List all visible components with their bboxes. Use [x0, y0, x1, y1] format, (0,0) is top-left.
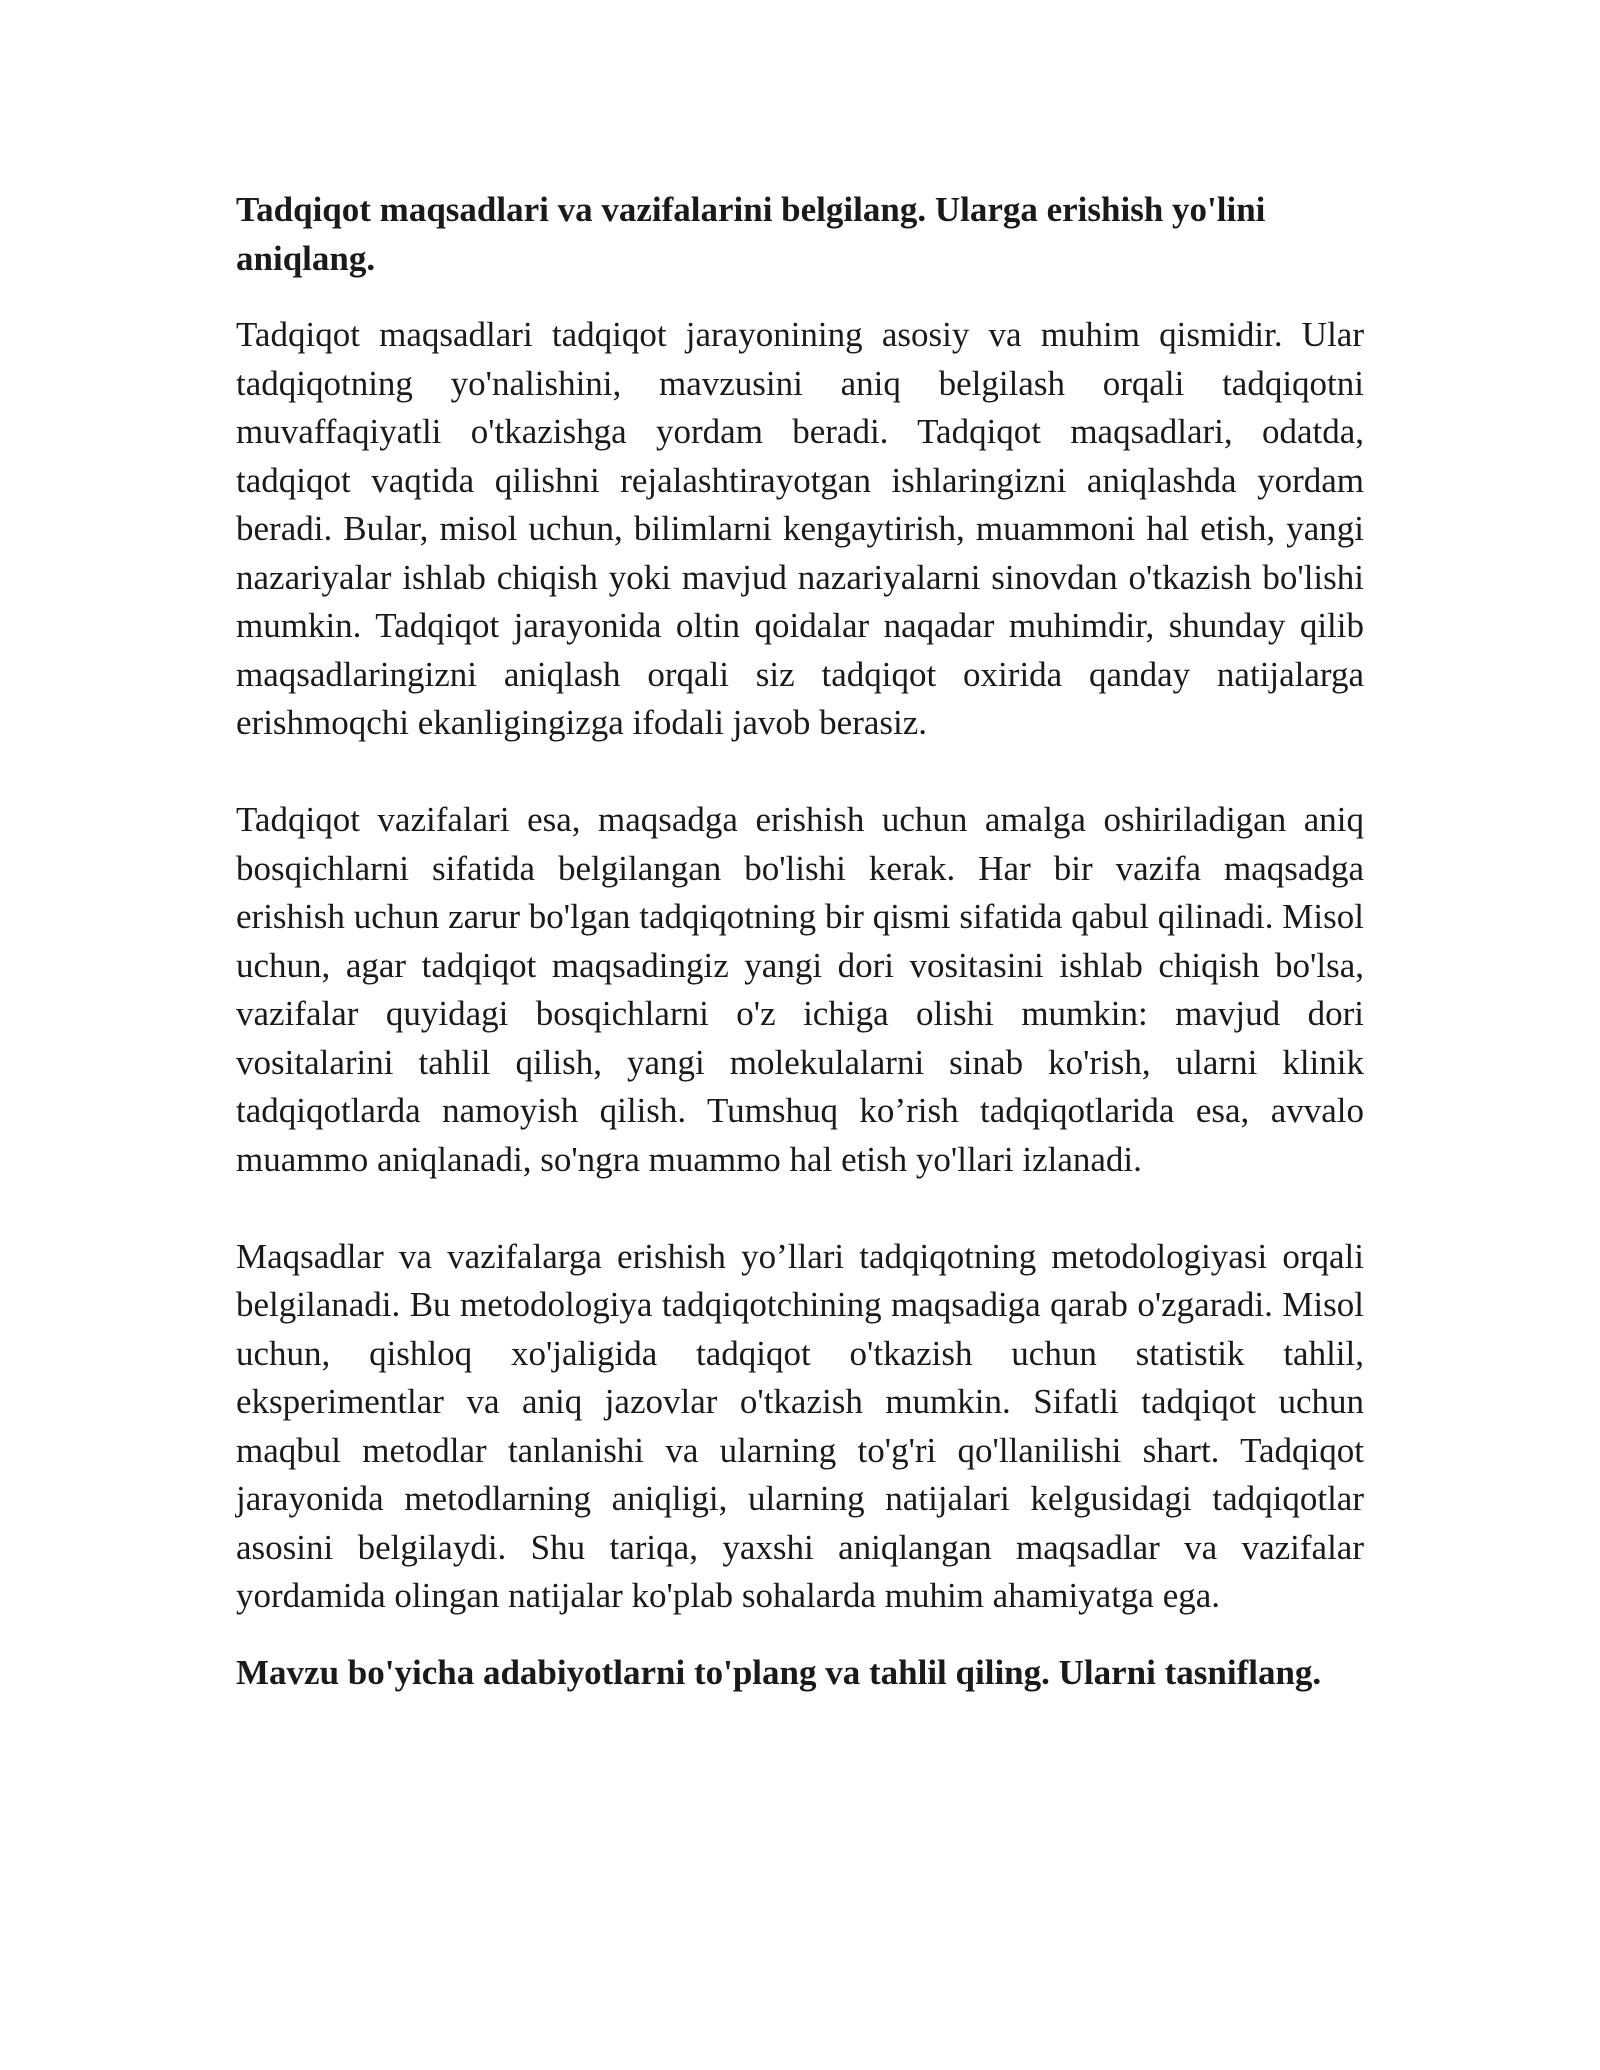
section-heading: Tadqiqot maqsadlari va vazifalarini belgilang. Ularga erishish yo'lini aniqlang. [236, 190, 1266, 278]
body-paragraph: Tadqiqot maqsadlari tadqiqot jarayonining asosiy va muhim qismidir. Ular tadqiqotning yo'nalishini, mavzusini aniq belgilash orqali tadqiqotni muvaffaqiyatli o'tkazishga yordam beradi. Tadqiqot maqsadlari, odatda, tadqiqot vaqtida qilishni rejalashtirayotgan ishlaringizni aniqlashda yordam beradi. Bular, misol uchun, bilimlarni kengaytirish, muammoni hal etish, yangi nazariyalar ishlab chiqish yoki mavjud nazariyalarni sinovdan o'tkazish bo'lishi mumkin. Tadqiqot jarayonida oltin qoidalar naqadar muhimdir, shunday qilib maqsadlaringizni aniqlash orqali siz tadqiqot oxirida qanday natijalarga erishmoqchi ekanligingizga ifodali javob berasiz. [236, 315, 1364, 742]
body-paragraph: Tadqiqot vazifalari esa, maqsadga erishish uchun amalga oshiriladigan aniq bosqichlarni sifatida belgilangan bo'lishi kerak. Har bir vazifa maqsadga erishish uchun zarur bo'lgan tadqiqotning bir qismi sifatida qabul qilinadi. Misol uchun, agar tadqiqot maqsadingiz yangi dori vositasini ishlab chiqish bo'lsa, vazifalar quyidagi bosqichlarni o'z ichiga olishi mumkin: mavjud dori vositalarini tahlil qilish, yangi molekulalarni sinab ko'rish, ularni klinik tadqiqotlarda namoyish qilish. Tumshuq ko’rish tadqiqotlarida esa, avvalo muammo aniqlanadi, so'ngra muammo hal etish yo'llari izlanadi. [236, 800, 1364, 1179]
section-heading: Mavzu bo'yicha adabiyotlarni to'plang va tahlil qiling. Ularni tasniflang. [236, 1652, 1322, 1692]
document-page [236, 186, 1364, 1697]
body-paragraph: Maqsadlar va vazifalarga erishish yo’llari tadqiqotning metodologiyasi orqali belgilanadi. Bu metodologiya tadqiqotchining maqsadiga qarab o'zgaradi. Misol uchun, qishloq xo'jaligida tadqiqot o'tkazish uchun statistik tahlil, eksperimentlar va aniq jazovlar o'tkazish mumkin. Sifatli tadqiqot uchun maqbul metodlar tanlanishi va ularning to'g'ri qo'llanilishi shart. Tadqiqot jarayonida metodlarning aniqligi, ularning natijalari kelgusidagi tadqiqotlar asosini belgilaydi. Shu tariqa, yaxshi aniqlangan maqsadlar va vazifalar yordamida olingan natijalar ko'plab sohalarda muhim ahamiyatga ega. [236, 1236, 1364, 1615]
